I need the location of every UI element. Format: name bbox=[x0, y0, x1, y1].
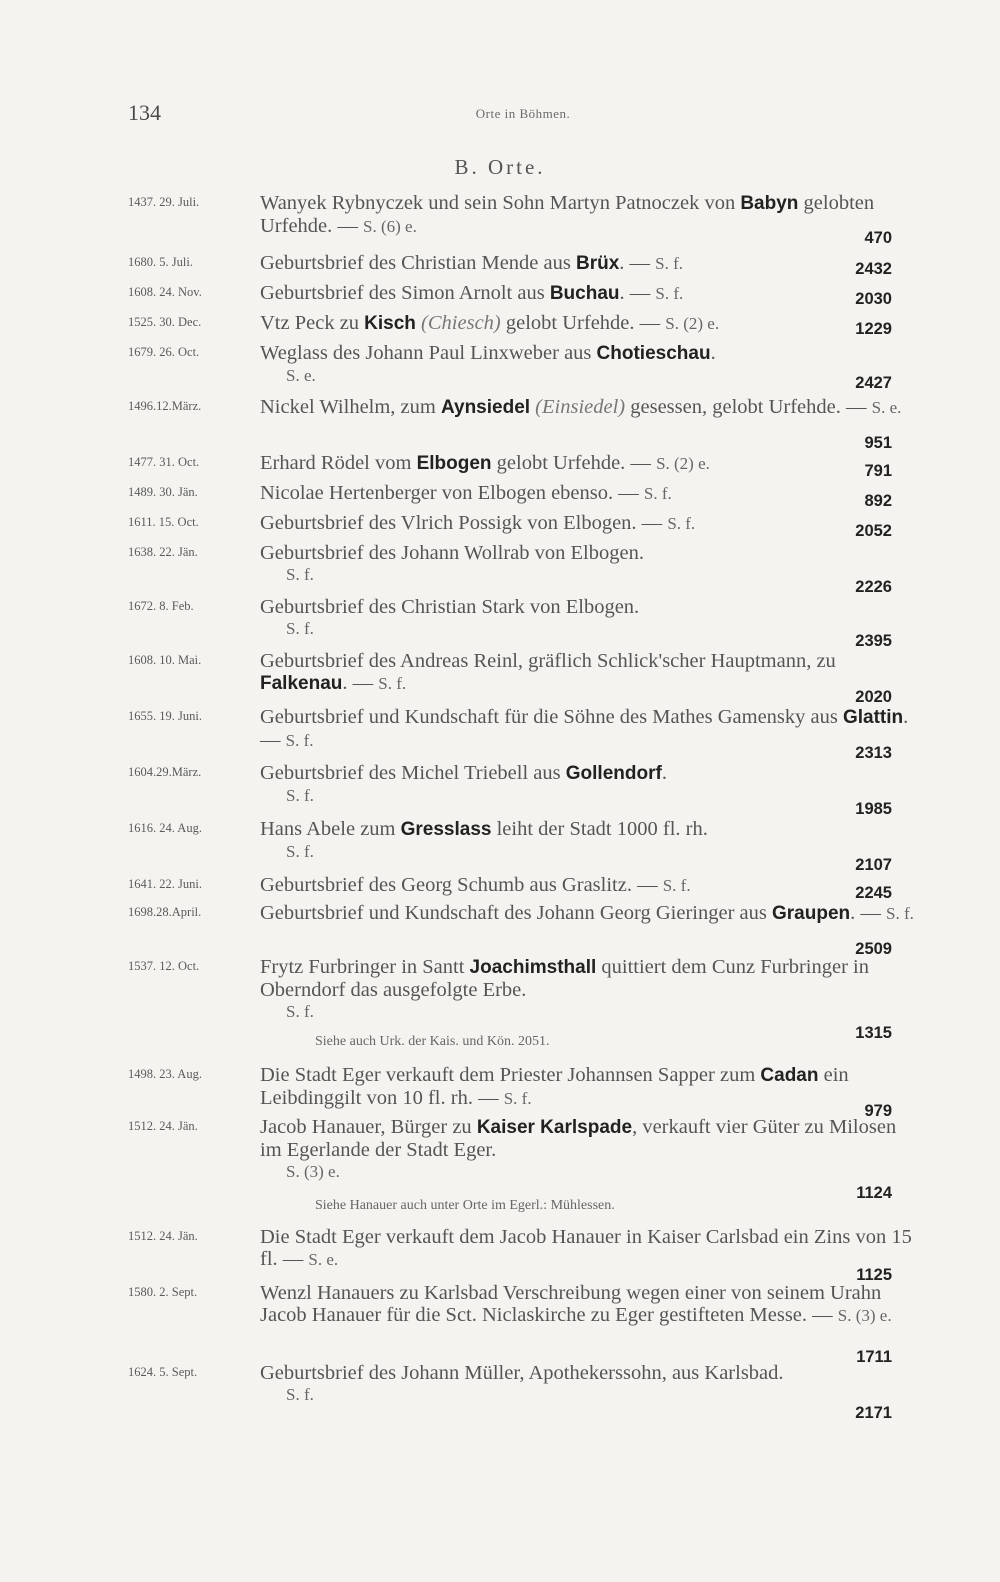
source-ref: S. f. bbox=[667, 514, 696, 533]
entry-date: 1672. 8. Feb. bbox=[128, 599, 194, 613]
document-number: 2245 bbox=[855, 884, 892, 902]
entry-description-cont: . bbox=[710, 342, 716, 364]
source-ref: S. (6) e. bbox=[363, 217, 417, 236]
entry-date: 1437. 29. Juli. bbox=[128, 195, 200, 209]
entry-description: Vtz Peck zu bbox=[260, 312, 360, 334]
entry bbox=[128, 342, 918, 392]
entry-description-cont: gesessen, gelobt Urfehde. — bbox=[630, 396, 872, 418]
source-ref: S. f. bbox=[286, 786, 314, 805]
document-number: 791 bbox=[864, 462, 892, 480]
source-ref: S. f. bbox=[286, 1002, 314, 1021]
entry-description-cont: . — bbox=[260, 706, 909, 751]
document-number: 1125 bbox=[856, 1266, 892, 1284]
document-number: 470 bbox=[864, 229, 892, 247]
entry-description: Geburtsbrief des Vlrich Possigk von Elbogen. — bbox=[260, 512, 668, 534]
place-name: Graupen bbox=[772, 903, 851, 924]
entry-description-cont: quittiert dem Cunz Furbringer in Oberndorf das ausgefolgte Erbe. bbox=[260, 956, 869, 1001]
entry-text bbox=[260, 874, 918, 897]
entry-text bbox=[260, 1116, 918, 1183]
cross-reference-note: Siehe auch Urk. der Kais. und Kön. 2051. bbox=[315, 1034, 550, 1049]
entry bbox=[128, 762, 918, 818]
entry-description-cont: , verkauft vier Güter zu Milosen im Egerlande der Stadt Eger. bbox=[260, 1116, 897, 1161]
entry bbox=[128, 650, 918, 706]
entry-date: 1489. 30. Jän. bbox=[128, 485, 198, 499]
entry-text bbox=[260, 706, 918, 752]
entry-date: 1608. 10. Mai. bbox=[128, 653, 202, 667]
document-number: 2020 bbox=[855, 688, 892, 706]
entry-date: 1477. 31. Oct. bbox=[128, 455, 200, 469]
entry-description: Nickel Wilhelm, zum bbox=[260, 396, 436, 418]
entry-description-cont: . — bbox=[850, 902, 886, 924]
entry-text bbox=[260, 482, 918, 505]
entry-description-cont: ein Leibdinggilt von 10 fl. rh. — bbox=[260, 1064, 849, 1109]
entry bbox=[128, 282, 918, 308]
entry bbox=[128, 1064, 918, 1120]
page-header bbox=[128, 100, 918, 130]
entry-date: 1616. 24. Aug. bbox=[128, 821, 202, 835]
source-ref: S. (3) e. bbox=[837, 1306, 892, 1325]
entry-text bbox=[260, 542, 918, 586]
entry bbox=[128, 818, 918, 874]
entry-description-cont: . — bbox=[342, 672, 379, 694]
entry bbox=[128, 396, 918, 452]
document-number: 1985 bbox=[855, 800, 892, 818]
entry bbox=[128, 1226, 918, 1284]
entry-description: Geburtsbrief und Kundschaft für die Söhne des Mathes Gamensky aus bbox=[260, 706, 838, 728]
entry-description-cont: gelobt Urfehde. — bbox=[496, 452, 657, 474]
document-number: 2052 bbox=[855, 522, 892, 540]
source-ref: S. f. bbox=[378, 674, 407, 693]
entry-description: Geburtsbrief des Johann Wollrab von Elbogen. bbox=[260, 542, 644, 564]
place-name: Falkenau bbox=[260, 673, 343, 694]
place-name: Cadan bbox=[760, 1065, 819, 1086]
document-number: 2313 bbox=[855, 744, 892, 762]
document-number: 2427 bbox=[855, 374, 892, 392]
entry-description: Hans Abele zum bbox=[260, 818, 396, 840]
entry bbox=[128, 1282, 918, 1366]
place-name: Elbogen bbox=[416, 453, 492, 474]
document-number: 2509 bbox=[855, 940, 892, 958]
entry-text bbox=[260, 512, 918, 535]
entry-text bbox=[260, 1226, 918, 1271]
entry-date: 1512. 24. Jän. bbox=[128, 1229, 198, 1243]
source-ref: S. e. bbox=[308, 1250, 339, 1269]
entry-date: 1641. 22. Juni. bbox=[128, 877, 202, 891]
entry-description-cont: gelobten Urfehde. — bbox=[260, 192, 875, 237]
entry-text bbox=[260, 1282, 918, 1327]
entry-date: 1512. 24. Jän. bbox=[128, 1119, 198, 1133]
source-ref: S. (2) e. bbox=[656, 454, 710, 473]
source-ref: S. f. bbox=[886, 904, 914, 923]
source-ref: S. e. bbox=[871, 398, 902, 417]
source-ref: S. (3) e. bbox=[286, 1162, 340, 1181]
place-name: Chotieschau bbox=[596, 343, 711, 364]
entry-text bbox=[260, 192, 918, 238]
entry bbox=[128, 252, 918, 278]
entry bbox=[128, 706, 918, 762]
source-ref: S. (2) e. bbox=[665, 314, 720, 333]
entry-date: 1604.29.März. bbox=[128, 765, 202, 779]
entry-description-cont: . — bbox=[619, 252, 656, 274]
entry-date: 1679. 26. Oct. bbox=[128, 345, 200, 359]
entry-text bbox=[260, 1362, 918, 1406]
source-ref: S. f. bbox=[643, 484, 672, 503]
entry-description: Wenzl Hanauers zu Karlsbad Verschreibung wegen einer von seinem Urahn Jacob Hanauer für die Sct. Niclaskirche zu Eger gestifteten Messe. — bbox=[260, 1282, 882, 1326]
entry-description: Die Stadt Eger verkauft dem Priester Johannsen Sapper zum bbox=[260, 1064, 756, 1086]
entry-text bbox=[260, 1064, 918, 1110]
document-number: 892 bbox=[864, 492, 892, 510]
place-name: Aynsiedel bbox=[440, 397, 531, 418]
document-number: 1711 bbox=[856, 1348, 892, 1366]
entry-text bbox=[260, 312, 918, 335]
place-name: Kaiser Karlspade bbox=[476, 1117, 633, 1138]
entry-date: 1638. 22. Jän. bbox=[128, 545, 198, 559]
document-number: 951 bbox=[864, 434, 892, 452]
entry-date: 1624. 5. Sept. bbox=[128, 1365, 198, 1379]
place-name: Gollendorf bbox=[565, 763, 662, 784]
entry-description: Jacob Hanauer, Bürger zu bbox=[260, 1116, 472, 1138]
entry-date: 1608. 24. Nov. bbox=[128, 285, 202, 299]
source-ref: S. f. bbox=[655, 254, 684, 273]
entry bbox=[128, 312, 918, 338]
entry-description: Geburtsbrief des Georg Schumb aus Graslitz. — bbox=[260, 874, 663, 896]
entry bbox=[128, 1362, 918, 1422]
source-ref: S. e. bbox=[286, 366, 316, 385]
entry-description: Frytz Furbringer in Santt bbox=[260, 956, 465, 978]
entry-description: Die Stadt Eger verkauft dem Jacob Hanauer in Kaiser Carlsbad ein Zins von 15 fl. — bbox=[260, 1226, 912, 1270]
source-ref: S. f. bbox=[662, 876, 691, 895]
document-number: 2171 bbox=[855, 1404, 892, 1422]
document-number: 1124 bbox=[856, 1184, 892, 1202]
entry-date: 1655. 19. Juni. bbox=[128, 709, 202, 723]
entry-text bbox=[260, 396, 918, 419]
entry-date: 1680. 5. Juli. bbox=[128, 255, 193, 269]
entry bbox=[128, 596, 918, 650]
document-number: 2432 bbox=[855, 260, 892, 278]
source-ref: S. f. bbox=[286, 1385, 314, 1404]
running-title: Orte in Böhmen. bbox=[475, 106, 571, 121]
entry bbox=[128, 192, 918, 247]
cross-reference-note: Siehe Hanauer auch unter Orte im Egerl.: Mühlessen. bbox=[315, 1198, 615, 1213]
entry bbox=[128, 482, 918, 510]
entry-description-cont: . — bbox=[619, 282, 656, 304]
entry-text bbox=[260, 596, 918, 640]
page-number: 134 bbox=[128, 100, 161, 125]
entry bbox=[128, 1116, 918, 1202]
entry-description: Erhard Rödel vom bbox=[260, 452, 412, 474]
entry-text bbox=[260, 342, 918, 387]
document-number: 2395 bbox=[855, 632, 892, 650]
entry-description: Geburtsbrief des Simon Arnolt aus bbox=[260, 282, 545, 304]
entry-text bbox=[260, 252, 918, 275]
entry-description: Wanyek Rybnyczek und sein Sohn Martyn Patnoczek von bbox=[260, 192, 736, 214]
entry-date: 1498. 23. Aug. bbox=[128, 1067, 202, 1081]
place-name: Babyn bbox=[740, 193, 799, 214]
entry-description: Weglass des Johann Paul Linxweber aus bbox=[260, 342, 592, 364]
entry-text bbox=[260, 650, 918, 695]
place-name: Brüx bbox=[575, 253, 620, 274]
entry bbox=[128, 874, 918, 902]
entry-text bbox=[260, 902, 918, 925]
entry-description: Nicolae Hertenberger von Elbogen ebenso. — bbox=[260, 482, 644, 504]
entry-text bbox=[260, 282, 918, 305]
place-alt-name: (Einsiedel) bbox=[535, 396, 626, 418]
source-ref: S. f. bbox=[286, 565, 314, 584]
place-name: Glattin bbox=[842, 707, 904, 728]
document-number: 979 bbox=[864, 1102, 892, 1120]
place-alt-name: (Chiesch) bbox=[421, 312, 501, 334]
entry-description: Geburtsbrief des Christian Mende aus bbox=[260, 252, 571, 274]
entry-description-cont: leiht der Stadt 1000 fl. rh. bbox=[496, 818, 708, 840]
place-name: Joachimsthall bbox=[469, 957, 597, 978]
entry-text bbox=[260, 956, 918, 1023]
entry-description: Geburtsbrief des Andreas Reinl, gräflich Schlick'scher Hauptmann, zu bbox=[260, 650, 836, 672]
document-number: 1229 bbox=[855, 320, 892, 338]
entry-date: 1525. 30. Dec. bbox=[128, 315, 202, 329]
entry-date: 1698.28.April. bbox=[128, 905, 202, 919]
document-number: 2226 bbox=[855, 578, 892, 596]
entry bbox=[128, 512, 918, 540]
entry-description: Geburtsbrief und Kundschaft des Johann Georg Gieringer aus bbox=[260, 902, 767, 924]
entry bbox=[128, 452, 918, 480]
entry bbox=[128, 902, 918, 958]
section-title: B. Orte. bbox=[454, 155, 546, 179]
source-ref: S. f. bbox=[655, 284, 684, 303]
entry-text bbox=[260, 452, 918, 475]
entry-text bbox=[260, 762, 918, 807]
source-ref: S. f. bbox=[285, 731, 314, 750]
entry-description-cont: gelobt Urfehde. — bbox=[505, 312, 666, 334]
entry-description: Geburtsbrief des Michel Triebell aus bbox=[260, 762, 561, 784]
source-ref: S. f. bbox=[503, 1089, 532, 1108]
place-name: Gresslass bbox=[400, 819, 492, 840]
document-number: 2107 bbox=[855, 856, 892, 874]
entry-date: 1537. 12. Oct. bbox=[128, 959, 200, 973]
entry bbox=[128, 542, 918, 596]
place-name: Buchau bbox=[549, 283, 620, 304]
entry-date: 1496.12.März. bbox=[128, 399, 202, 413]
document-number: 1315 bbox=[855, 1024, 892, 1042]
place-name: Kisch bbox=[364, 313, 416, 334]
entry-description: Geburtsbrief des Christian Stark von Elbogen. bbox=[260, 596, 640, 618]
entry-date: 1611. 15. Oct. bbox=[128, 515, 199, 529]
entry-date: 1580. 2. Sept. bbox=[128, 1285, 198, 1299]
document-number: 2030 bbox=[855, 290, 892, 308]
source-ref: S. f. bbox=[286, 842, 314, 861]
entry-description-cont: . bbox=[661, 762, 667, 784]
source-ref: S. f. bbox=[286, 619, 314, 638]
entry-text bbox=[260, 818, 918, 863]
entry-description: Geburtsbrief des Johann Müller, Apothekerssohn, aus Karlsbad. bbox=[260, 1362, 784, 1384]
